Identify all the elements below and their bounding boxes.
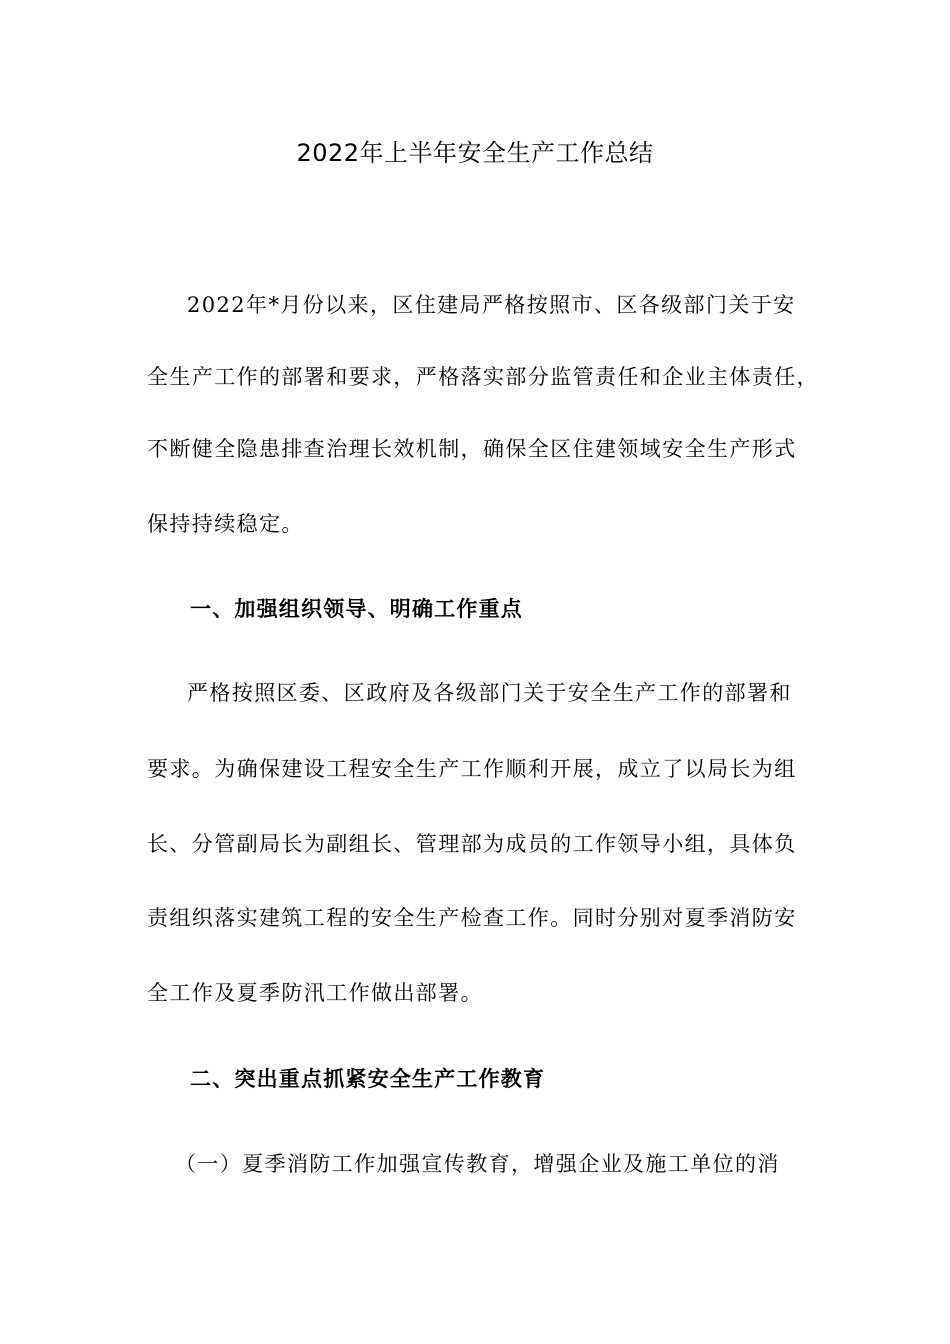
paragraph-line: 长、分管副局长为副组长、管理部为成员的工作领导小组，具体负 (147, 832, 797, 856)
document-title: 2022年上半年安全生产工作总结 (296, 139, 654, 167)
paragraph-line: 要求。为确保建设工程安全生产工作顺利开展，成立了以局长为组 (147, 757, 797, 781)
paragraph-line: 全工作及夏季防汛工作做出部署。 (147, 981, 483, 1005)
paragraph-line: 保持持续稳定。 (147, 512, 304, 536)
paragraph-line: 不断健全隐患排查治理长效机制，确保全区住建领域安全生产形式 (147, 437, 797, 461)
paragraph-line: （一）夏季消防工作加强宣传教育，增强企业及施工单位的消 (175, 1152, 780, 1176)
section-heading-2: 二、突出重点抓紧安全生产工作教育 (190, 1067, 546, 1091)
section-heading-1: 一、加强组织领导、明确工作重点 (190, 597, 523, 621)
paragraph-line: 全生产工作的部署和要求，严格落实部分监管责任和企业主体责任， (147, 365, 819, 389)
paragraph-line: 2022年*月份以来，区住建局严格按照市、区各级部门关于安 (187, 293, 796, 317)
paragraph-line: 严格按照区委、区政府及各级部门关于安全生产工作的部署和 (187, 681, 792, 705)
paragraph-line: 责组织落实建筑工程的安全生产检查工作。同时分别对夏季消防安 (147, 906, 797, 930)
